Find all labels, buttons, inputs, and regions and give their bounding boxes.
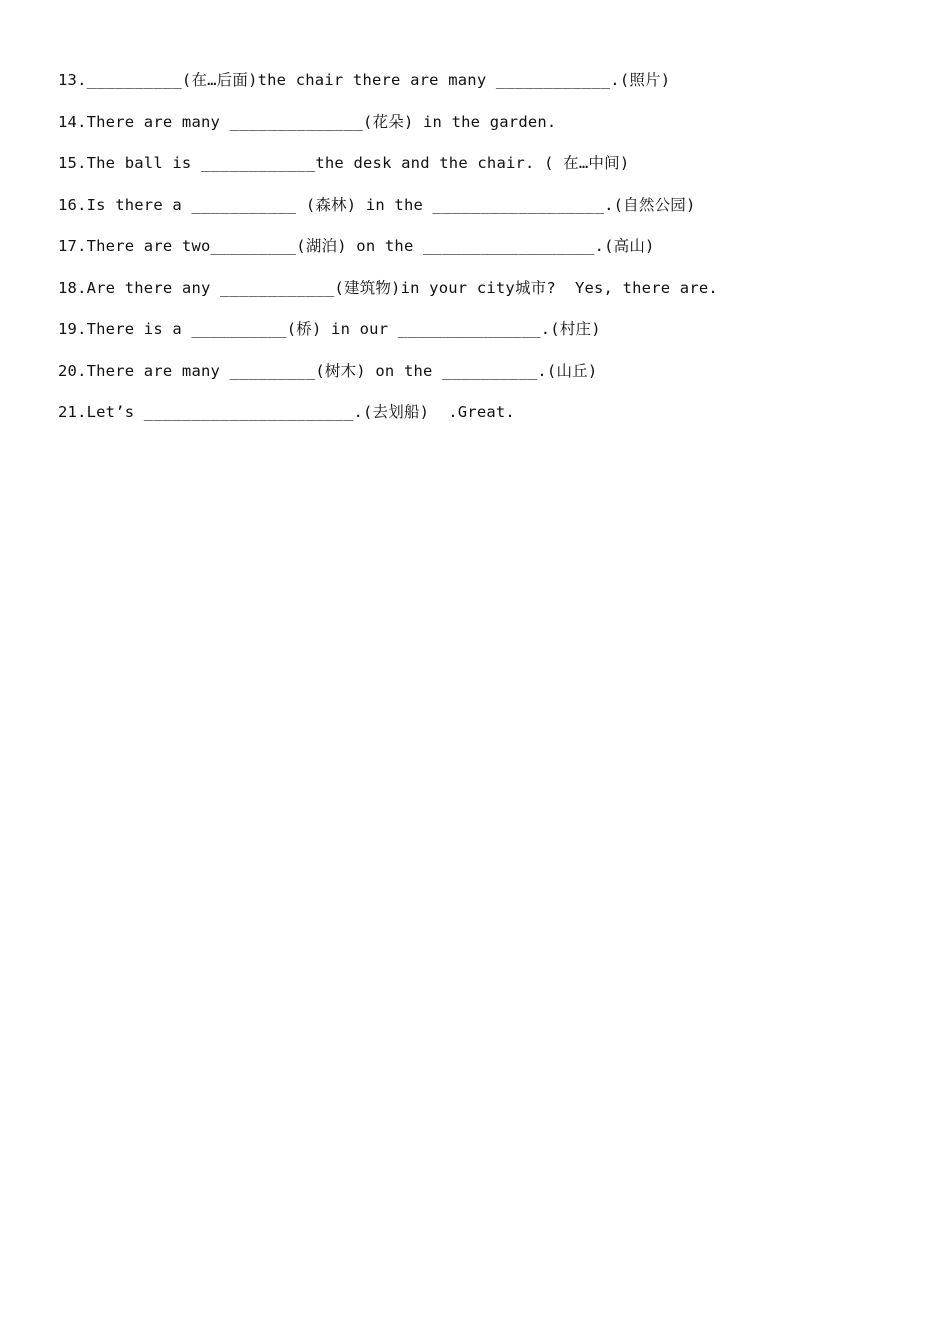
question-16: 16.Is there a ___________ (森林) in the __________________.(自然公园) bbox=[58, 195, 696, 214]
question-13: 13.__________(在…后面)the chair there are many ____________.(照片) bbox=[58, 71, 671, 89]
question-14: 14.There are many ______________(花朵) in the garden. bbox=[58, 112, 557, 131]
question-21: 21.Let’s ______________________.(去划船) .Great. bbox=[58, 403, 515, 421]
question-17: 17.There are two_________(湖泊) on the __________________.(高山) bbox=[58, 237, 655, 255]
question-19: 19.There is a __________(桥) in our _______________.(村庄) bbox=[58, 320, 601, 338]
question-20: 20.There are many _________(树木) on the __________.(山丘) bbox=[58, 361, 598, 380]
question-15: 15.The ball is ____________the desk and the chair. ( 在…中间) bbox=[58, 154, 630, 172]
question-18: 18.Are there any ____________(建筑物)in your city城市? Yes, there are. bbox=[58, 278, 718, 297]
question-list bbox=[58, 66, 918, 440]
